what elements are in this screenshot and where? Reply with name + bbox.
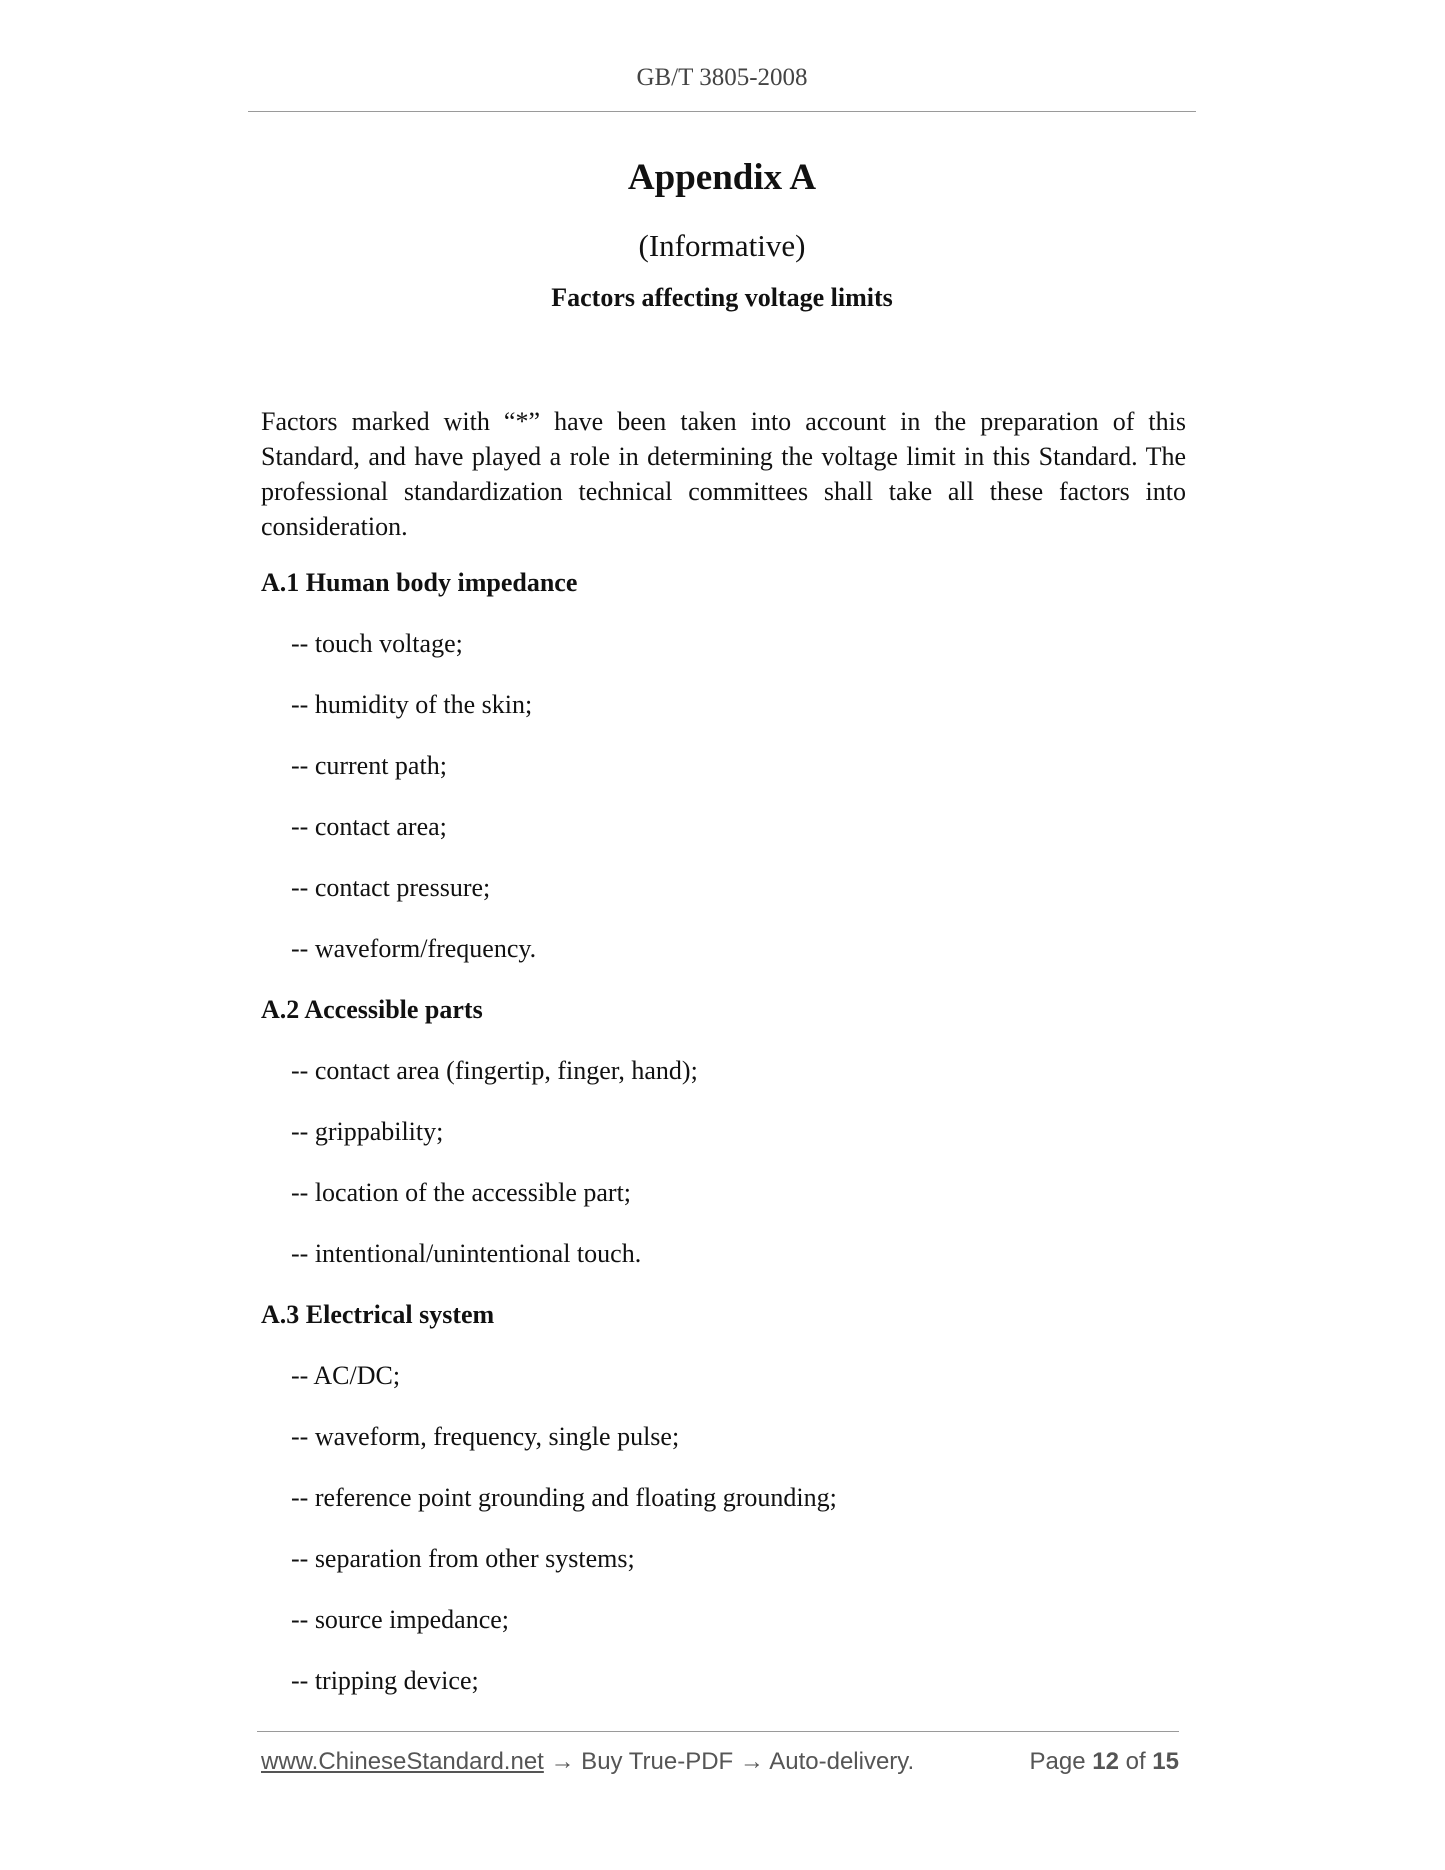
header-divider: [248, 111, 1196, 112]
appendix-subtitle: Factors affecting voltage limits: [551, 283, 893, 312]
page-number: 12: [1092, 1748, 1119, 1775]
page-indicator: [1030, 1748, 1180, 1776]
list-item: -- intentional/unintentional touch.: [291, 1239, 642, 1268]
website-link[interactable]: www.ChineseStandard.net: [261, 1748, 544, 1775]
list-item: -- reference point grounding and floating grounding;: [291, 1483, 837, 1512]
footer-promo: [261, 1748, 914, 1776]
list-item: -- contact pressure;: [291, 873, 491, 902]
list-item: -- grippability;: [291, 1117, 444, 1146]
footer-promo-text: → Buy True-PDF → Auto-delivery.: [543, 1748, 915, 1775]
list-item: -- AC/DC;: [291, 1361, 401, 1390]
list-item: -- separation from other systems;: [291, 1544, 635, 1573]
page-label: Page: [1029, 1748, 1086, 1775]
footer-divider: [257, 1731, 1179, 1732]
of-label: of: [1125, 1748, 1146, 1775]
appendix-title: Appendix A: [627, 157, 817, 198]
list-item: -- tripping device;: [291, 1666, 479, 1695]
section-heading-a3: A.3 Electrical system: [261, 1300, 495, 1329]
list-item: -- contact area (fingertip, finger, hand);: [291, 1056, 698, 1085]
list-item: -- waveform, frequency, single pulse;: [291, 1422, 680, 1451]
list-item: -- waveform/frequency.: [291, 934, 537, 963]
list-item: -- contact area;: [291, 812, 447, 841]
list-item: -- touch voltage;: [291, 629, 463, 658]
list-item: -- source impedance;: [291, 1605, 510, 1634]
section-heading-a2: A.2 Accessible parts: [261, 995, 483, 1024]
list-item: -- location of the accessible part;: [291, 1178, 632, 1207]
running-header: GB/T 3805-2008: [636, 64, 808, 91]
total-pages: 15: [1152, 1748, 1179, 1775]
list-item: -- humidity of the skin;: [291, 690, 533, 719]
section-heading-a1: A.1 Human body impedance: [261, 568, 578, 597]
list-item: -- current path;: [291, 751, 447, 780]
intro-paragraph: Factors marked with “*” have been taken into account in the preparation of this Standard, and have played a role in determining the voltage limit in this Standard. The professional standardization technical committees shall take all these factors into consideration.: [261, 407, 1186, 541]
appendix-type: (Informative): [638, 228, 806, 263]
